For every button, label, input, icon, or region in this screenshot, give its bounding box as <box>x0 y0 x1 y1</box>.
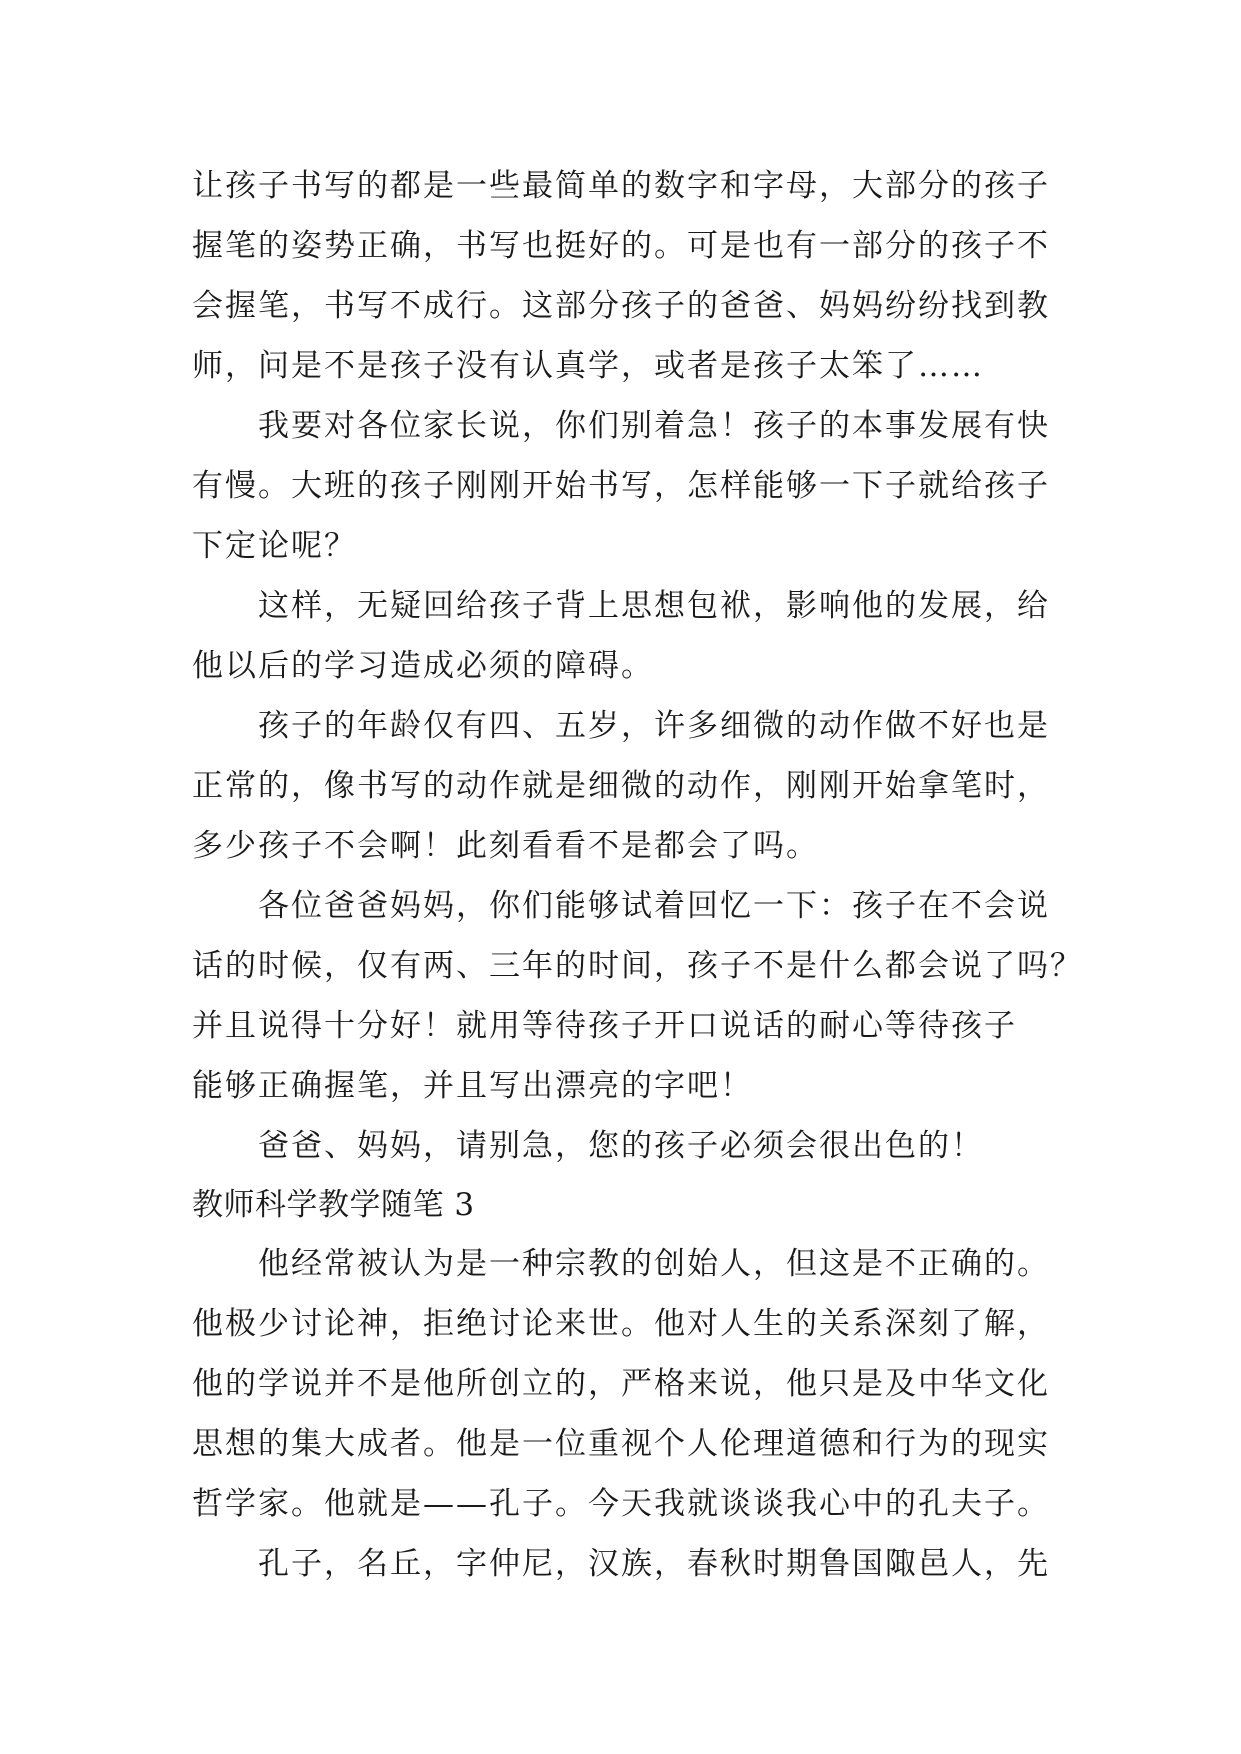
text-line: 握笔的姿势正确，书写也挺好的。可是也有一部分的孩子不 <box>192 228 1050 264</box>
text-line: 他经常被认为是一种宗教的创始人，但这是不正确的。 <box>258 1246 1050 1282</box>
text-line: 我要对各位家长说，你们别着急！孩子的本事发展有快 <box>258 408 1050 444</box>
text-line: 爸爸、妈妈，请别急，您的孩子必须会很出色的！ <box>258 1128 984 1164</box>
text-line: 他的学说并不是他所创立的，严格来说，他只是及中华文化 <box>192 1366 1050 1402</box>
section-heading: 教师科学教学随笔 3 <box>192 1187 475 1223</box>
text-line: 并且说得十分好！就用等待孩子开口说话的耐心等待孩子 <box>192 1008 1017 1044</box>
text-line: 他极少讨论神，拒绝讨论来世。他对人生的关系深刻了解， <box>192 1306 1050 1342</box>
text-line: 各位爸爸妈妈，你们能够试着回忆一下：孩子在不会说 <box>258 888 1050 924</box>
text-line: 下定论呢？ <box>192 528 357 564</box>
text-line: 多少孩子不会啊！此刻看看不是都会了吗。 <box>192 828 819 864</box>
text-line: 能够正确握笔，并且写出漂亮的字吧！ <box>192 1068 753 1104</box>
text-line: 孔子，名丘，字仲尼，汉族，春秋时期鲁国陬邑人，先 <box>258 1546 1050 1582</box>
text-line: 师，问是不是孩子没有认真学，或者是孩子太笨了…… <box>192 348 984 384</box>
text-line: 会握笔，书写不成行。这部分孩子的爸爸、妈妈纷纷找到教 <box>192 288 1050 324</box>
text-line: 正常的，像书写的动作就是细微的动作，刚刚开始拿笔时， <box>192 768 1050 804</box>
text-line: 孩子的年龄仅有四、五岁，许多细微的动作做不好也是 <box>258 708 1050 744</box>
text-line: 思想的集大成者。他是一位重视个人伦理道德和行为的现实 <box>192 1426 1050 1462</box>
text-line: 让孩子书写的都是一些最简单的数字和字母，大部分的孩子 <box>192 168 1050 204</box>
text-line: 哲学家。他就是——孔子。今天我就谈谈我心中的孔夫子。 <box>192 1486 1050 1522</box>
text-line: 他以后的学习造成必须的障碍。 <box>192 648 654 684</box>
text-line: 有慢。大班的孩子刚刚开始书写，怎样能够一下子就给孩子 <box>192 468 1050 504</box>
text-line: 话的时候，仅有两、三年的时间，孩子不是什么都会说了吗？ <box>192 948 1083 984</box>
text-line: 这样，无疑回给孩子背上思想包袱，影响他的发展，给 <box>258 588 1050 624</box>
document-body <box>192 156 1083 1594</box>
